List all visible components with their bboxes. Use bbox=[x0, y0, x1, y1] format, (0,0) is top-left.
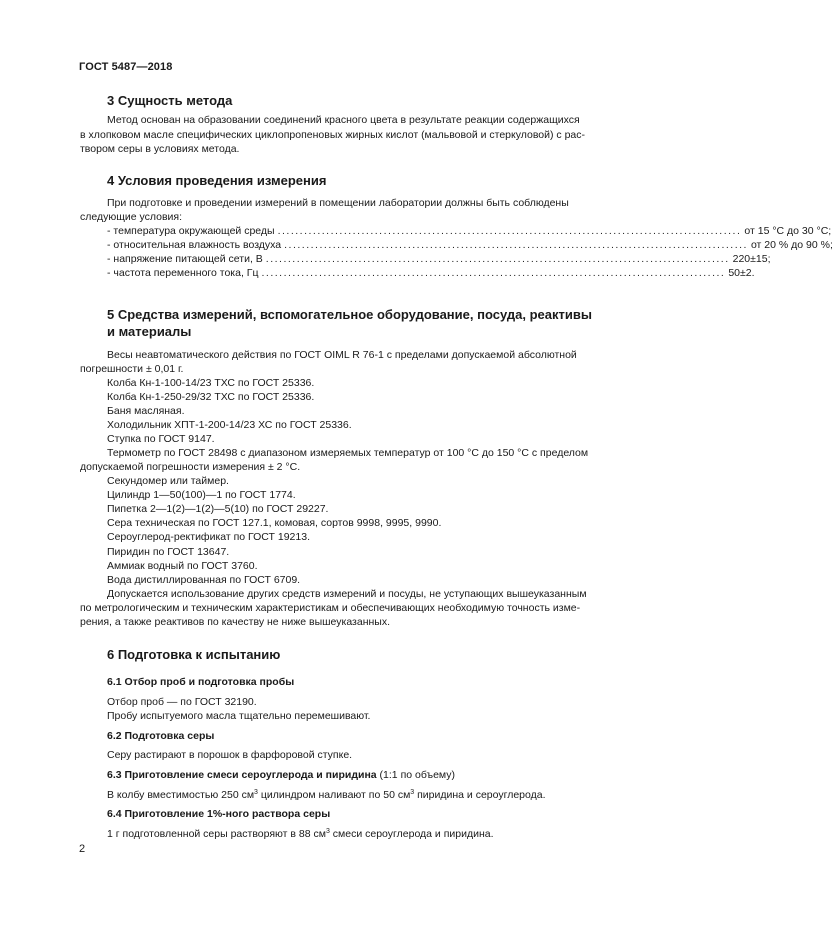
list-item: Ступка по ГОСТ 9147. bbox=[107, 433, 215, 445]
paragraph-line: Отбор проб — по ГОСТ 32190. bbox=[107, 696, 257, 708]
condition-label: - температура окружающей среды bbox=[107, 225, 275, 237]
document-id: ГОСТ 5487—2018 bbox=[79, 61, 173, 73]
subsection-6-2-heading: 6.2 Подготовка серы bbox=[107, 730, 215, 742]
condition-row bbox=[107, 238, 833, 252]
list-item: Сероуглерод-ректификат по ГОСТ 19213. bbox=[107, 531, 310, 543]
paragraph-line bbox=[80, 827, 614, 841]
paragraph-line: Метод основан на образовании соединений красного цвета в результате реакции содержащихся bbox=[107, 114, 580, 126]
superscript: 3 bbox=[254, 789, 258, 796]
subsection-6-4-heading: 6.4 Приготовление 1%-ного раствора серы bbox=[107, 808, 331, 820]
superscript: 3 bbox=[410, 789, 415, 796]
condition-row bbox=[107, 224, 832, 238]
condition-value: от 15 °С до 30 °С; bbox=[744, 225, 832, 237]
leader-dots: ......................................................................................................... bbox=[265, 253, 730, 265]
list-item: Аммиак водный по ГОСТ 3760. bbox=[107, 560, 258, 572]
text-fragment: В колбу вместимостью 250 см bbox=[107, 789, 255, 801]
text-fragment: цилиндром наливают по 50 см bbox=[257, 789, 411, 801]
paragraph-line: Допускается использование других средств измерений и посуды, не уступающих вышеуказанным bbox=[107, 588, 587, 600]
list-item: Баня масляная. bbox=[107, 405, 185, 417]
leader-dots: ......................................................................................................... bbox=[284, 239, 748, 251]
paragraph-line: При подготовке и проведении измерений в помещении лаборатории должны быть соблюдены bbox=[107, 197, 569, 209]
paragraph-line: Серу растирают в порошок в фарфоровой ступке. bbox=[107, 749, 353, 761]
list-item: Пиридин по ГОСТ 13647. bbox=[107, 546, 230, 558]
section-4-heading: 4 Условия проведения измерения bbox=[107, 173, 327, 188]
section-5-heading-cont: и материалы bbox=[107, 324, 192, 339]
superscript: 3 bbox=[325, 828, 330, 835]
condition-row bbox=[107, 266, 755, 280]
paragraph-line: по метрологическим и техническим характеристикам и обеспечивающих необходимую точность изме- bbox=[80, 602, 581, 614]
paragraph-line: допускаемой погрешности измерения ± 2 °С. bbox=[80, 461, 301, 473]
list-item: Колба Кн-1-100-14/23 ТХС по ГОСТ 25336. bbox=[107, 377, 315, 389]
condition-value: 220±15; bbox=[732, 253, 771, 265]
leader-dots: ......................................................................................................... bbox=[277, 225, 742, 237]
list-item: Холодильник ХПТ-1-200-14/23 ХС по ГОСТ 25336. bbox=[107, 419, 352, 431]
paragraph-line: следующие условия: bbox=[80, 211, 183, 223]
paragraph-line: в хлопковом масле специфических циклопропеновых жирных кислот (мальвовой и стеркуловой) с рас- bbox=[80, 129, 585, 141]
paragraph-line: Весы неавтоматического действия по ГОСТ OIML R 76-1 с пределами допускаемой абсолютной bbox=[107, 349, 577, 361]
list-item: Цилиндр 1—50(100)—1 по ГОСТ 1774. bbox=[107, 489, 296, 501]
list-item: Пипетка 2—1(2)—1(2)—5(10) по ГОСТ 29227. bbox=[107, 503, 329, 515]
section-3-heading: 3 Сущность метода bbox=[107, 93, 233, 108]
condition-label: - относительная влажность воздуха bbox=[107, 239, 282, 251]
list-item: Вода дистиллированная по ГОСТ 6709. bbox=[107, 574, 301, 586]
page-number: 2 bbox=[79, 843, 86, 855]
subsection-6-3-heading bbox=[107, 768, 455, 782]
list-item: Колба Кн-1-250-29/32 ТХС по ГОСТ 25336. bbox=[107, 391, 315, 403]
condition-value: от 20 % до 90 %; bbox=[750, 239, 833, 251]
condition-label: - частота переменного тока, Гц bbox=[107, 267, 259, 279]
section-6-heading: 6 Подготовка к испытанию bbox=[107, 647, 281, 662]
paragraph-line bbox=[80, 788, 614, 802]
list-item: Сера техническая по ГОСТ 127.1, комовая, сортов 9998, 9995, 9990. bbox=[107, 517, 442, 529]
leader-dots: ......................................................................................................... bbox=[261, 267, 726, 279]
condition-row bbox=[107, 252, 771, 266]
condition-label: - напряжение питающей сети, В bbox=[107, 253, 263, 265]
condition-value: 50±2. bbox=[728, 267, 755, 279]
paragraph-line: Пробу испытуемого масла тщательно перемешивают. bbox=[107, 710, 371, 722]
paragraph-line: твором серы в условиях метода. bbox=[80, 143, 240, 155]
list-item: Секундомер или таймер. bbox=[107, 475, 229, 487]
subsection-6-1-heading: 6.1 Отбор проб и подготовка пробы bbox=[107, 676, 295, 688]
paragraph-line: рения, а также реактивов по качеству не ниже вышеуказанных. bbox=[80, 616, 391, 628]
section-5-heading: 5 Средства измерений, вспомогательное оборудование, посуда, реактивы bbox=[107, 307, 592, 322]
text-fragment: 1 г подготовленной серы растворяют в 88 см bbox=[107, 828, 326, 840]
text-fragment: смеси сероуглерода и пиридина. bbox=[329, 828, 494, 840]
subsection-6-3-title: 6.3 Приготовление смеси сероуглерода и пиридина bbox=[107, 769, 377, 781]
list-item: Термометр по ГОСТ 28498 с диапазоном измеряемых температур от 100 °С до 150 °С с пределом bbox=[107, 447, 589, 459]
paragraph-line: погрешности ± 0,01 г. bbox=[80, 363, 184, 375]
text-fragment: пиридина и сероуглерода. bbox=[414, 789, 546, 801]
subsection-6-3-note: (1:1 по объему) bbox=[376, 769, 456, 781]
